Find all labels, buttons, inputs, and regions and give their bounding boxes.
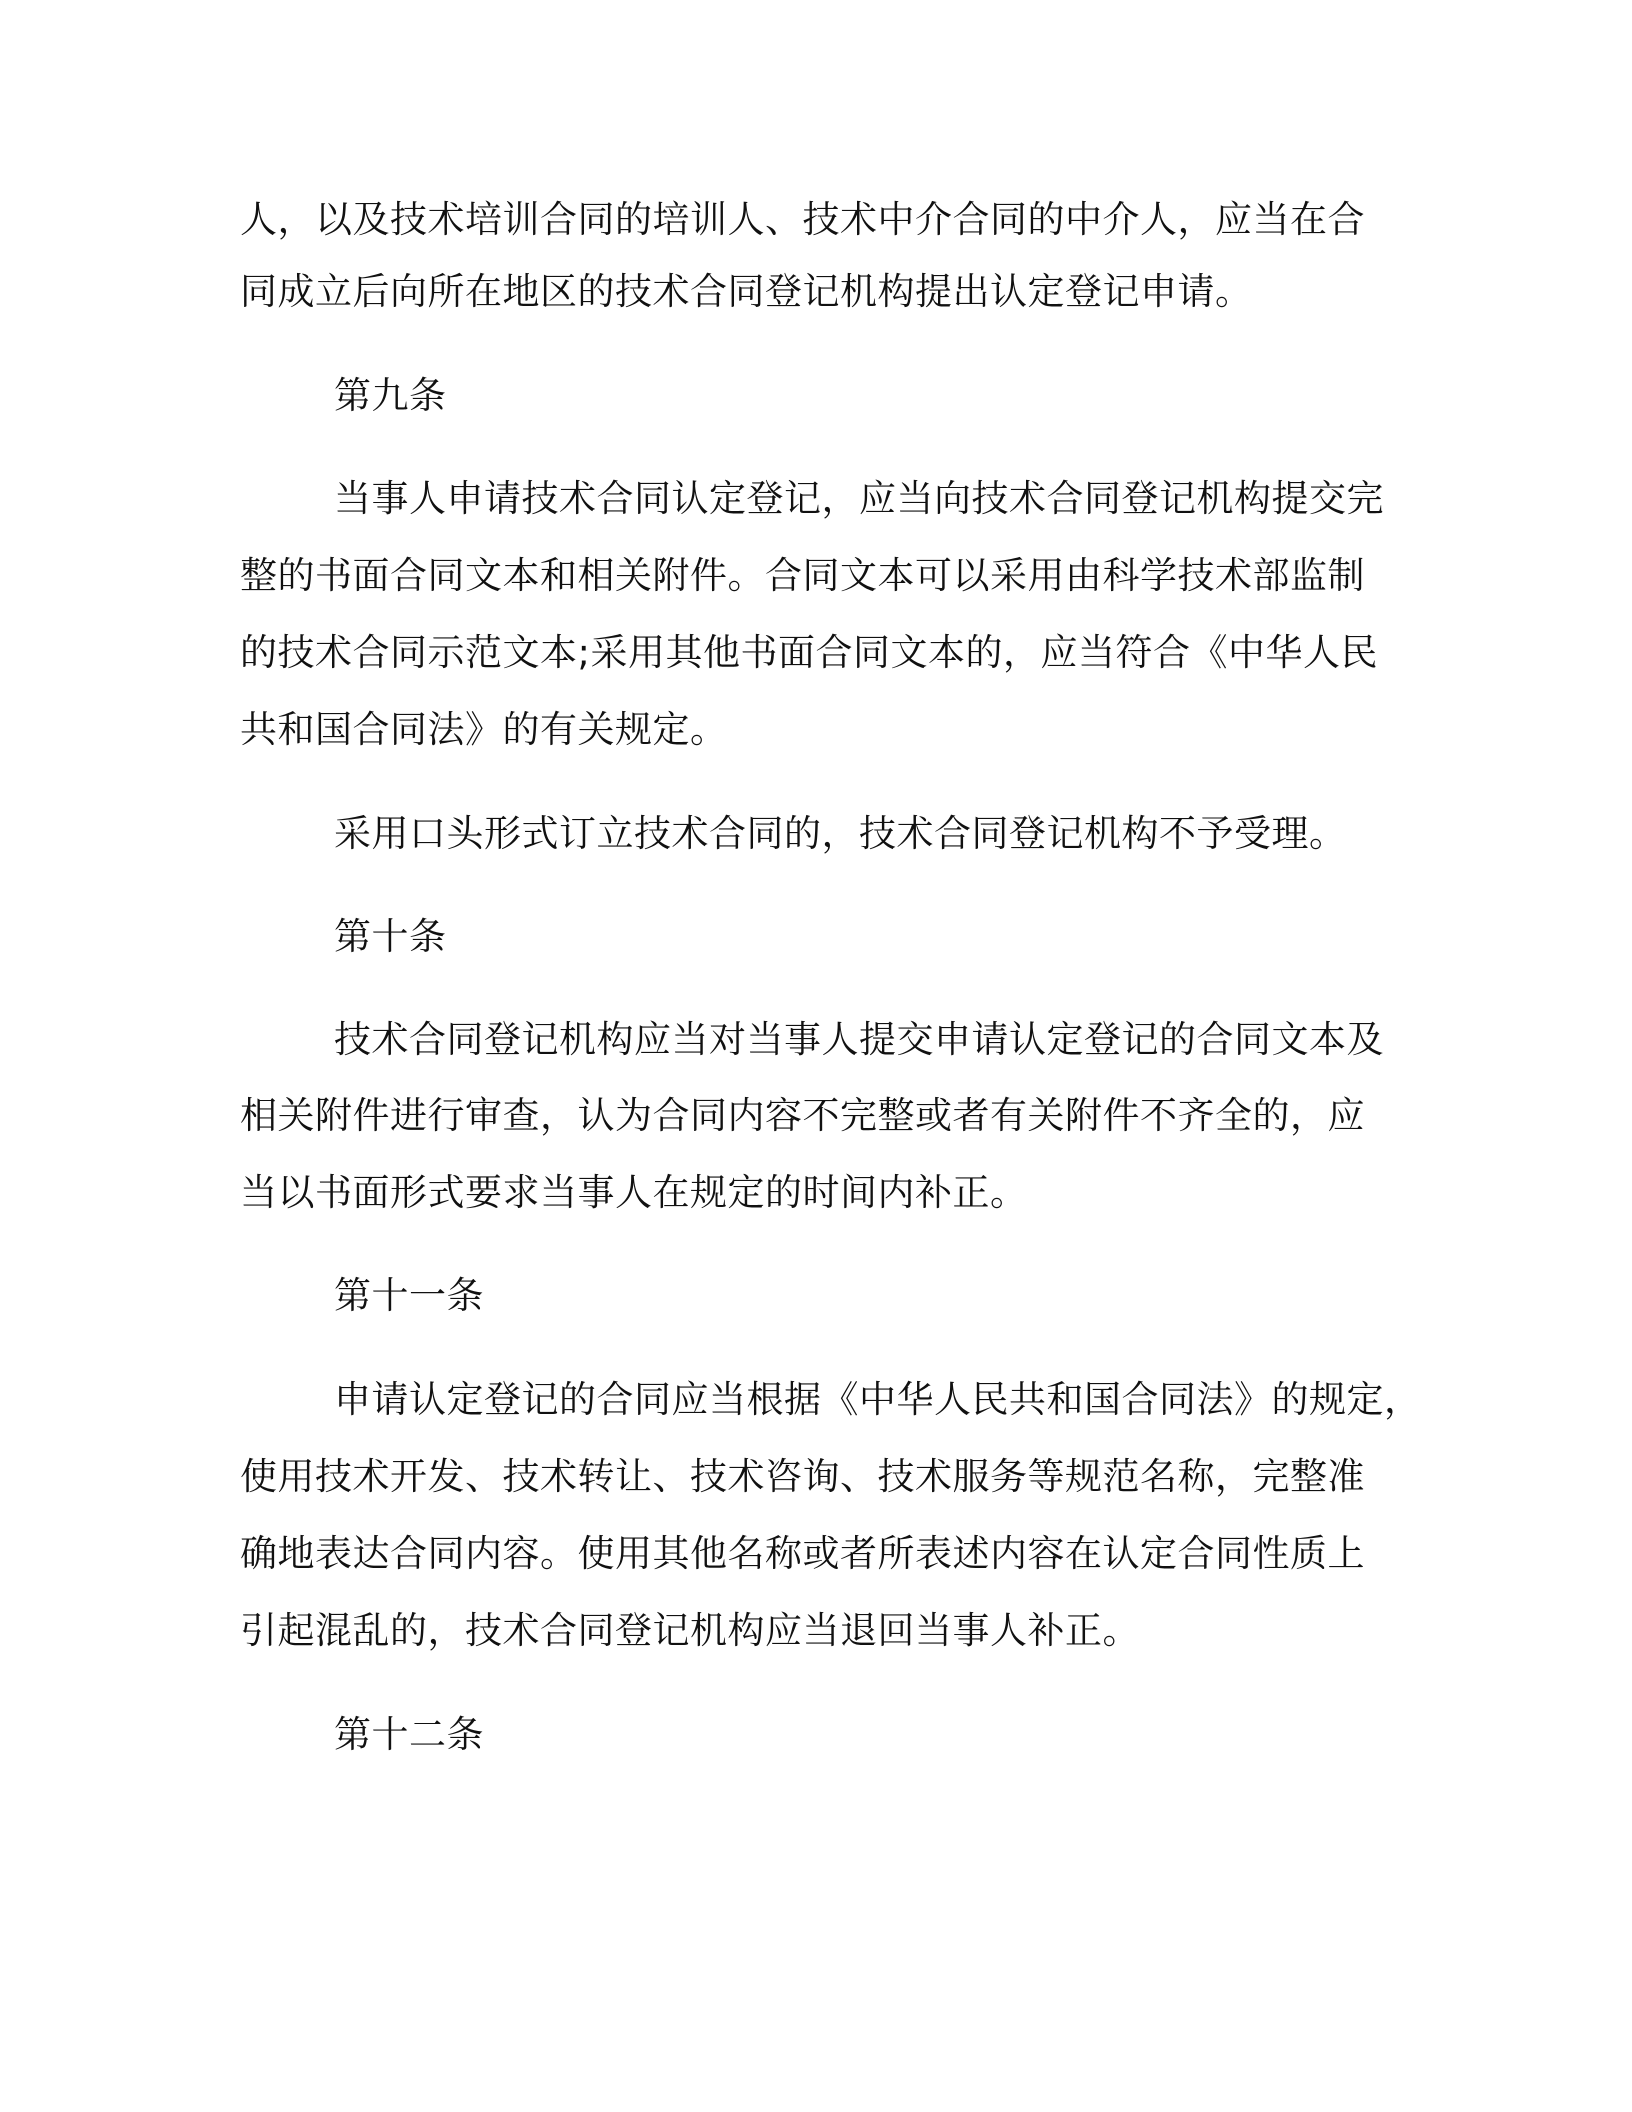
article-11-para1-line-2: 使用技术开发、技术转让、技术咨询、技术服务等规范名称，完整准 [240, 1455, 1365, 1498]
article-11-para1-line-1: 申请认定登记的合同应当根据《中华人民共和国合同法》的规定， [334, 1378, 1422, 1421]
article-9-para1-line-2: 整的书面合同文本和相关附件。合同文本可以采用由科学技术部监制 [240, 554, 1365, 597]
article-10-heading: 第十条 [334, 915, 447, 958]
article-9-para1-line-4: 共和国合同法》的有关规定。 [240, 708, 728, 751]
article-11-para1-line-4: 引起混乱的，技术合同登记机构应当退回当事人补正。 [240, 1609, 1140, 1652]
article-9-para1-line-1: 当事人申请技术合同认定登记，应当向技术合同登记机构提交完 [334, 477, 1384, 520]
article-11-para1-line-3: 确地表达合同内容。使用其他名称或者所表述内容在认定合同性质上 [240, 1532, 1365, 1575]
article-9-para2-line-1: 采用口头形式订立技术合同的，技术合同登记机构不予受理。 [334, 812, 1347, 855]
article-12-heading: 第十二条 [334, 1713, 484, 1756]
carryover-line-1: 人，以及技术培训合同的培训人、技术中介合同的中介人，应当在合 [240, 198, 1365, 241]
article-10-para1-line-2: 相关附件进行审查，认为合同内容不完整或者有关附件不齐全的，应 [240, 1094, 1365, 1137]
article-9-heading: 第九条 [334, 374, 447, 417]
carryover-line-2: 同成立后向所在地区的技术合同登记机构提出认定登记申请。 [240, 270, 1253, 313]
article-9-para1-line-3: 的技术合同示范文本;采用其他书面合同文本的，应当符合《中华人民 [240, 631, 1378, 674]
article-10-para1-line-3: 当以书面形式要求当事人在规定的时间内补正。 [240, 1171, 1028, 1214]
article-10-para1-line-1: 技术合同登记机构应当对当事人提交申请认定登记的合同文本及 [334, 1018, 1384, 1061]
article-11-heading: 第十一条 [334, 1274, 484, 1317]
